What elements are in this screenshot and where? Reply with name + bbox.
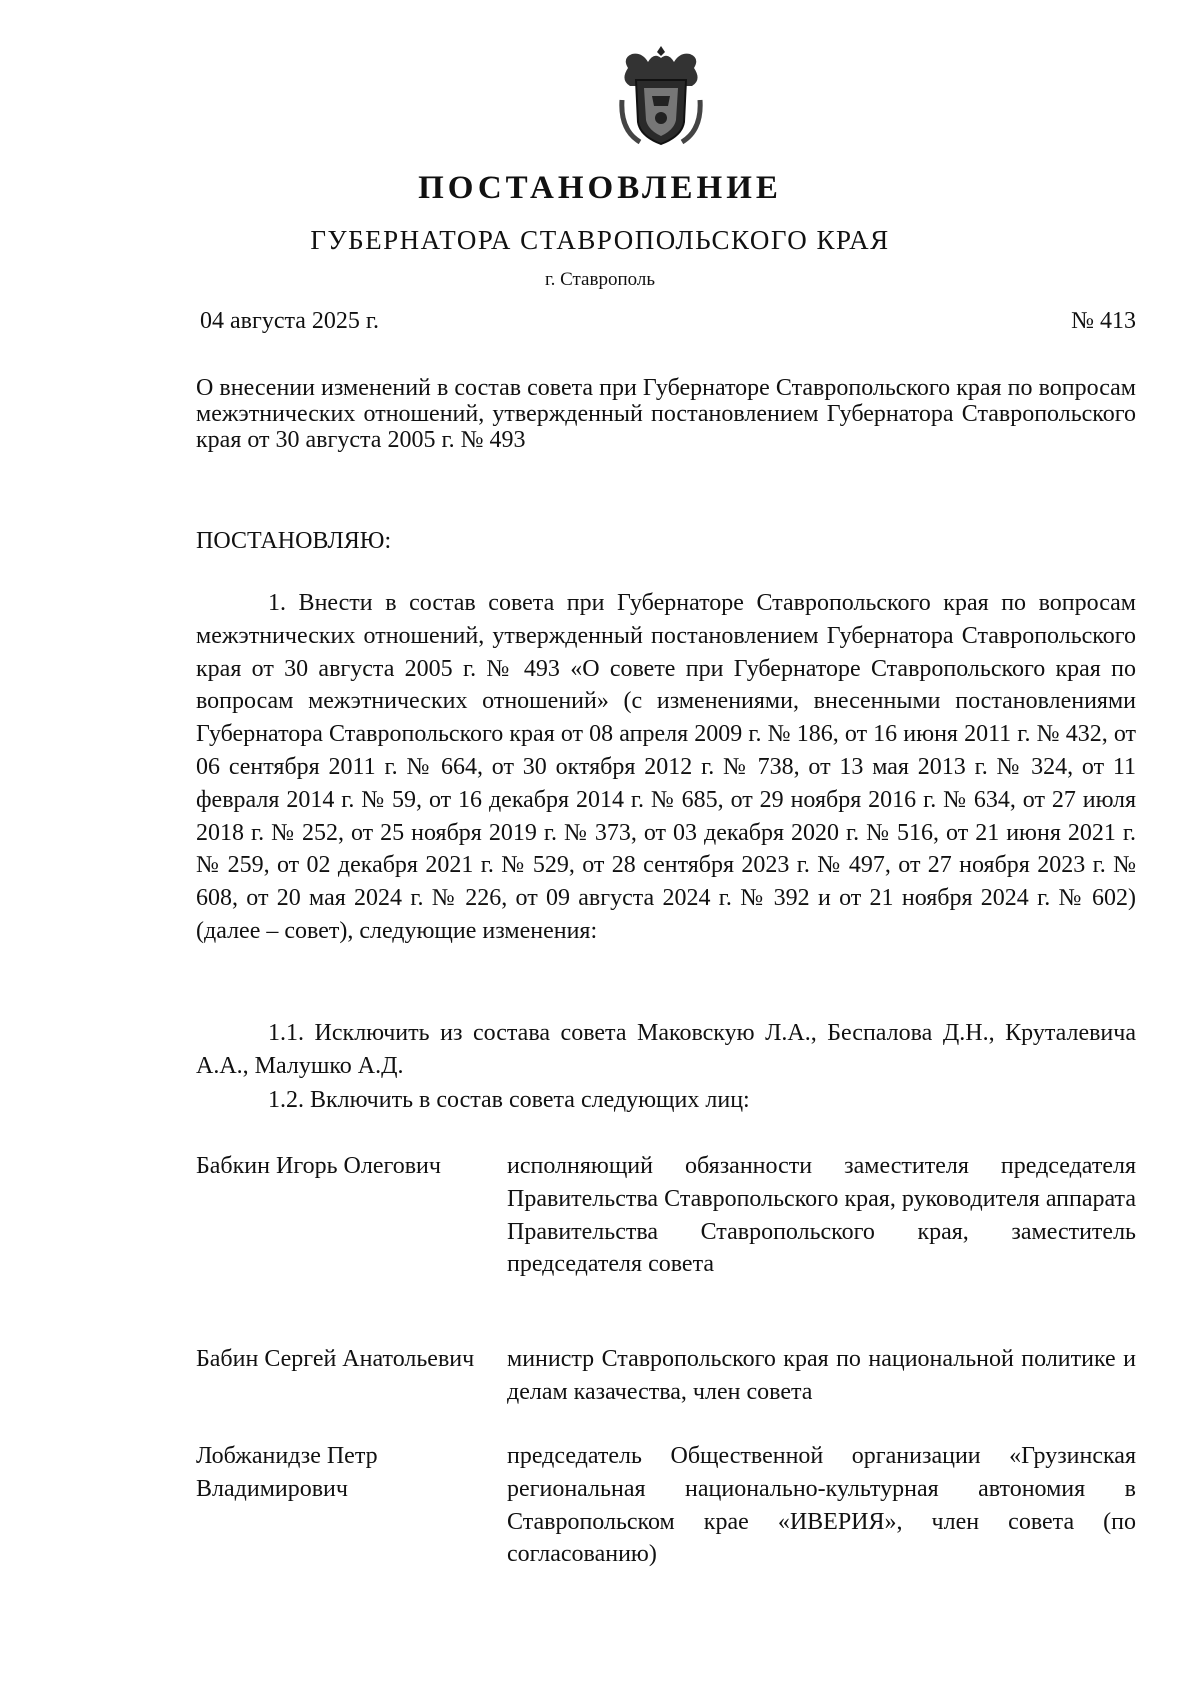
- decree-heading: ПОСТАНОВЛЯЮ:: [196, 528, 392, 554]
- member-name: Бабкин Игорь Олегович: [196, 1153, 441, 1179]
- member-name: Лобжанидзе Петр Владимирович: [196, 1443, 378, 1502]
- document-subject: О внесении изменений в состав совета при Губернаторе Ставропольского края по вопросам межэтнических отношений, утвержденный постановлением Губернатора Ставропольского края от 30 августа 2005 г. № 493: [196, 375, 1136, 453]
- paragraph-1: 1. Внести в состав совета при Губернаторе Ставропольского края по вопросам межэтнических отношений, утвержденный постановлением Губернатора Ставропольского края от 30 августа 2005 г. № 493 «О совете при Губернаторе Ставропольского края по вопросам межэтнических отношений» (с изменениями, внесенными постановлениями Губернатора Ставропольского края от 08 апреля 2009 г. № 186, от 16 июня 2011 г. № 432, от 06 сентября 2011 г. № 664, от 30 октября 2012 г. № 738, от 13 мая 2013 г. № 324, от 11 февраля 2014 г. № 59, от 16 декабря 2014 г. № 685, от 29 ноября 2016 г. № 634, от 27 июля 2018 г. № 252, от 25 ноября 2019 г. № 373, от 03 декабря 2020 г. № 516, от 21 июня 2021 г. № 259, от 02 декабря 2021 г. № 529, от 28 сентября 2023 г. № 497, от 27 ноября 2023 г. № 608, от 20 мая 2024 г. № 226, от 09 августа 2024 г. № 392 и от 21 ноября 2024 г. № 602) (далее – совет), следующие изменения:: [196, 590, 1136, 944]
- issue-city: г. Ставрополь: [544, 269, 656, 290]
- issuing-authority: ГУБЕРНАТОРА СТАВРОПОЛЬСКОГО КРАЯ: [310, 225, 890, 255]
- member-role: председатель Общественной организации «Грузинская региональная национально-культурная автономия в Ставропольском крае «ИВЕРИЯ», член совета (по согласованию): [507, 1443, 1136, 1568]
- document-number: № 413: [1071, 308, 1136, 334]
- document-title: ПОСТАНОВЛЕНИЕ: [418, 170, 782, 206]
- paragraph-1-1: 1.1. Исключить из состава совета Маковскую Л.А., Беспалова Д.Н., Круталевича А.А., Малушко А.Д.: [196, 1020, 1136, 1079]
- member-role: министр Ставропольского края по национальной политике и делам казачества, член совета: [507, 1346, 1136, 1405]
- document-date: 04 августа 2025 г.: [200, 308, 380, 334]
- paragraph-1-2: 1.2. Включить в состав совета следующих лиц:: [268, 1087, 750, 1113]
- coat-of-arms-icon: [618, 40, 704, 150]
- member-role: исполняющий обязанности заместителя председателя Правительства Ставропольского края, руководителя аппарата Правительства Ставропольского края, заместитель председателя совета: [507, 1153, 1136, 1278]
- member-name: Бабин Сергей Анатольевич: [196, 1346, 475, 1372]
